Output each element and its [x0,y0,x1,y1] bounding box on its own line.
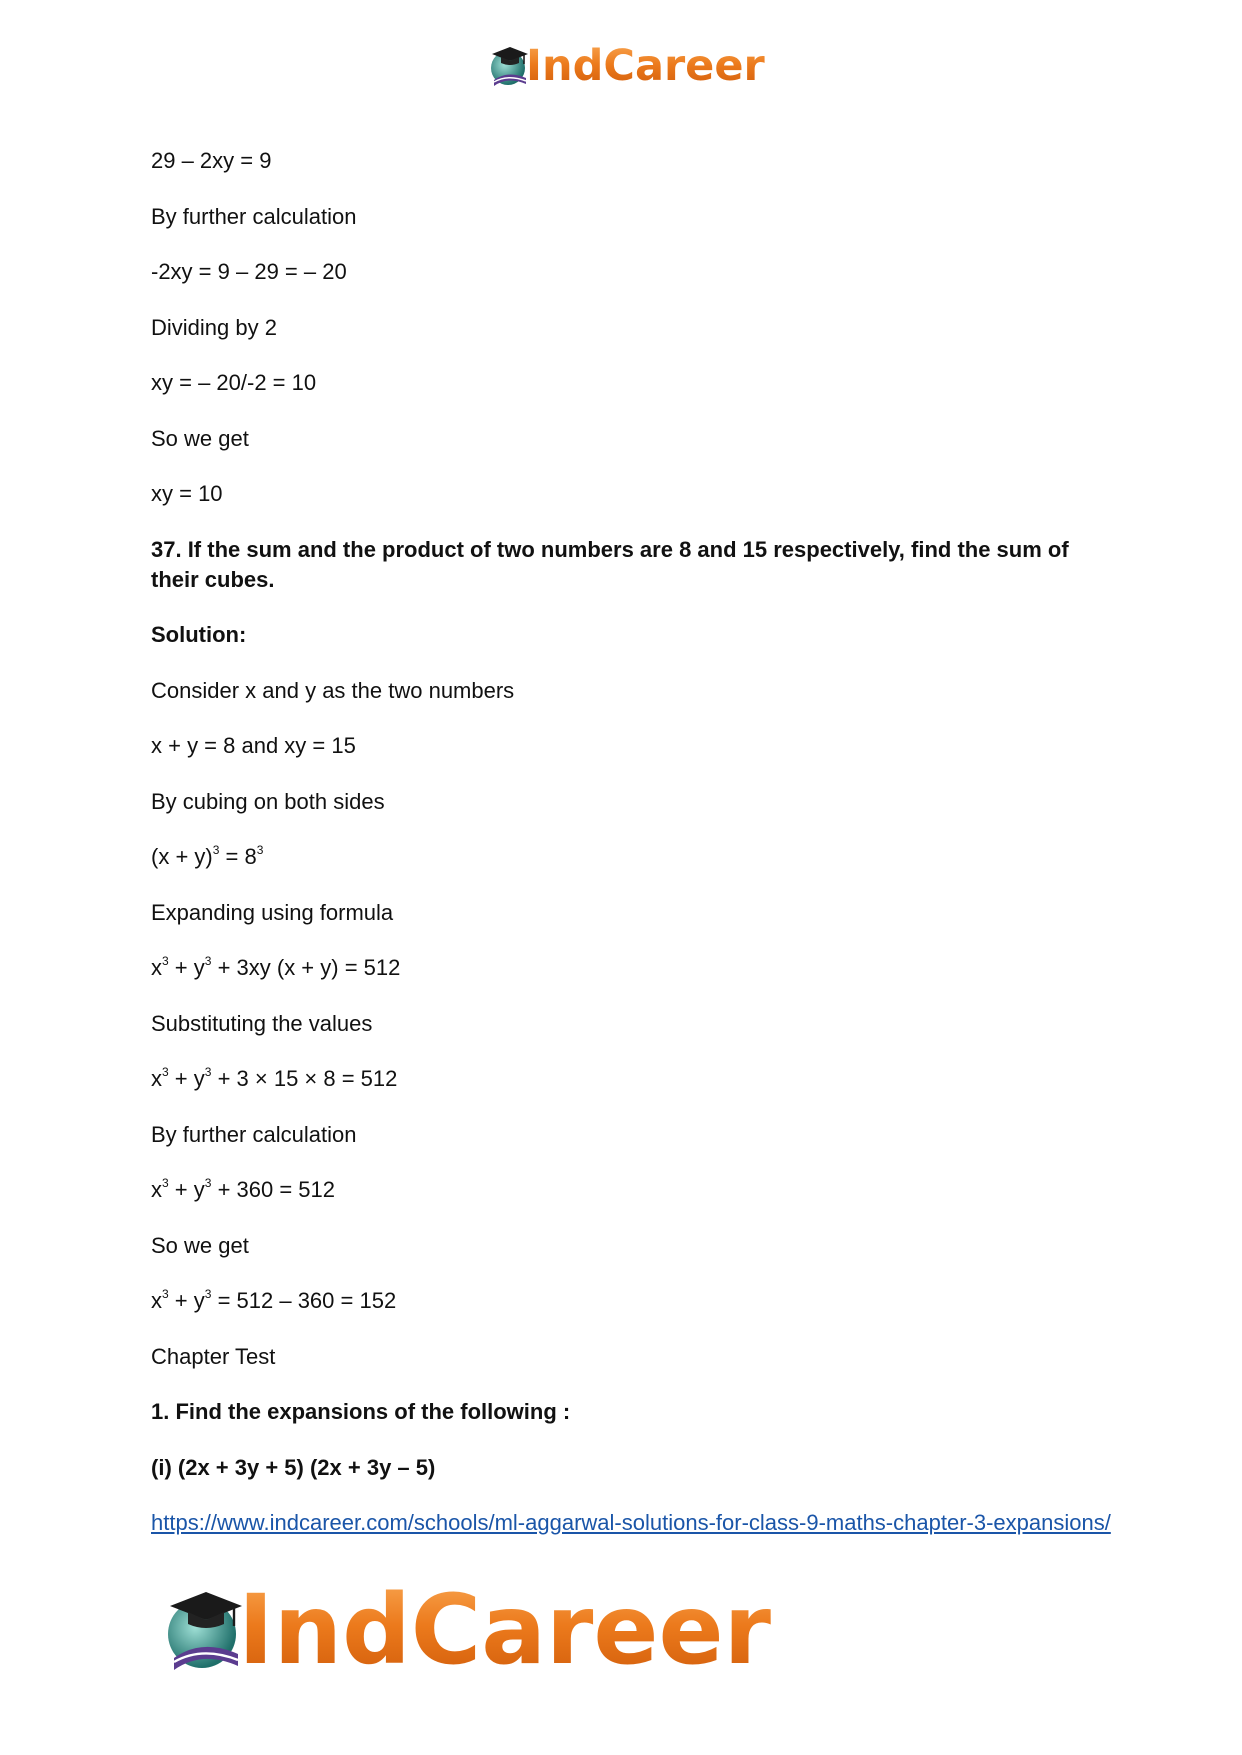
document-body [151,146,1111,1538]
text-line: 29 – 2xy = 9 [151,148,272,173]
superscript: 3 [204,954,212,968]
text-line: Substituting the values [151,1010,373,1036]
math-text: + 3 × 15 × 8 = 512 [211,1066,398,1091]
text-line: Consider x and y as the two numbers [151,677,515,703]
heading-line: 37. If the sum and the product of two numbers are 8 and 15 respectively, find the sum of their cubes. [151,536,1075,592]
superscript: 3 [162,1176,169,1190]
superscript: 3 [162,1065,169,1079]
text-line: By further calculation [151,203,357,229]
math-text: + y [168,955,205,980]
text-line: By further calculation [151,1121,357,1147]
text-line: So we get [151,425,249,451]
superscript: 3 [162,954,169,968]
footer-logo [162,1574,771,1686]
math-text: + 360 = 512 [211,1177,336,1202]
math-line [151,842,1111,872]
math-line [151,953,1111,983]
text-line: x + y = 8 and xy = 15 [151,733,356,758]
math-line [151,1064,1111,1094]
superscript: 3 [204,1287,212,1301]
math-text: + y [168,1066,205,1091]
math-text: x [151,1177,162,1202]
math-text: x [151,955,162,980]
superscript: 3 [212,843,220,857]
brand-wordmark: IndCareer [238,1574,771,1686]
text-line: Dividing by 2 [151,314,277,340]
brand-wordmark: IndCareer [526,40,765,91]
text-line: By cubing on both sides [151,788,385,814]
math-text: x [151,1066,162,1091]
math-text: (x + y) [151,844,213,869]
source-link[interactable]: https://www.indcareer.com/schools/ml-aggarwal-solutions-for-class-9-maths-chapter-3-expansions/ [151,1510,1111,1535]
math-text: + y [168,1288,205,1313]
math-text: + 3xy (x + y) = 512 [211,955,401,980]
text-line: So we get [151,1232,249,1258]
superscript: 3 [204,1065,212,1079]
heading-line: (i) (2x + 3y + 5) (2x + 3y – 5) [151,1454,436,1480]
superscript: 3 [204,1176,212,1190]
math-text: = 512 – 360 = 152 [211,1288,397,1313]
text-line: Chapter Test [151,1343,276,1369]
heading-line: 1. Find the expansions of the following : [151,1399,571,1424]
superscript: 3 [256,843,264,857]
text-line: Expanding using formula [151,899,394,925]
math-text: = 8 [219,844,257,869]
math-text: x [151,1288,162,1313]
math-text: + y [168,1177,205,1202]
header-logo [488,40,765,91]
text-line: xy = – 20/-2 = 10 [151,370,317,395]
text-line: -2xy = 9 – 29 = – 20 [151,259,347,284]
math-line [151,1175,1111,1205]
math-line [151,1286,1111,1316]
heading-line: Solution: [151,622,247,647]
text-line: xy = 10 [151,481,223,506]
superscript: 3 [162,1287,169,1301]
